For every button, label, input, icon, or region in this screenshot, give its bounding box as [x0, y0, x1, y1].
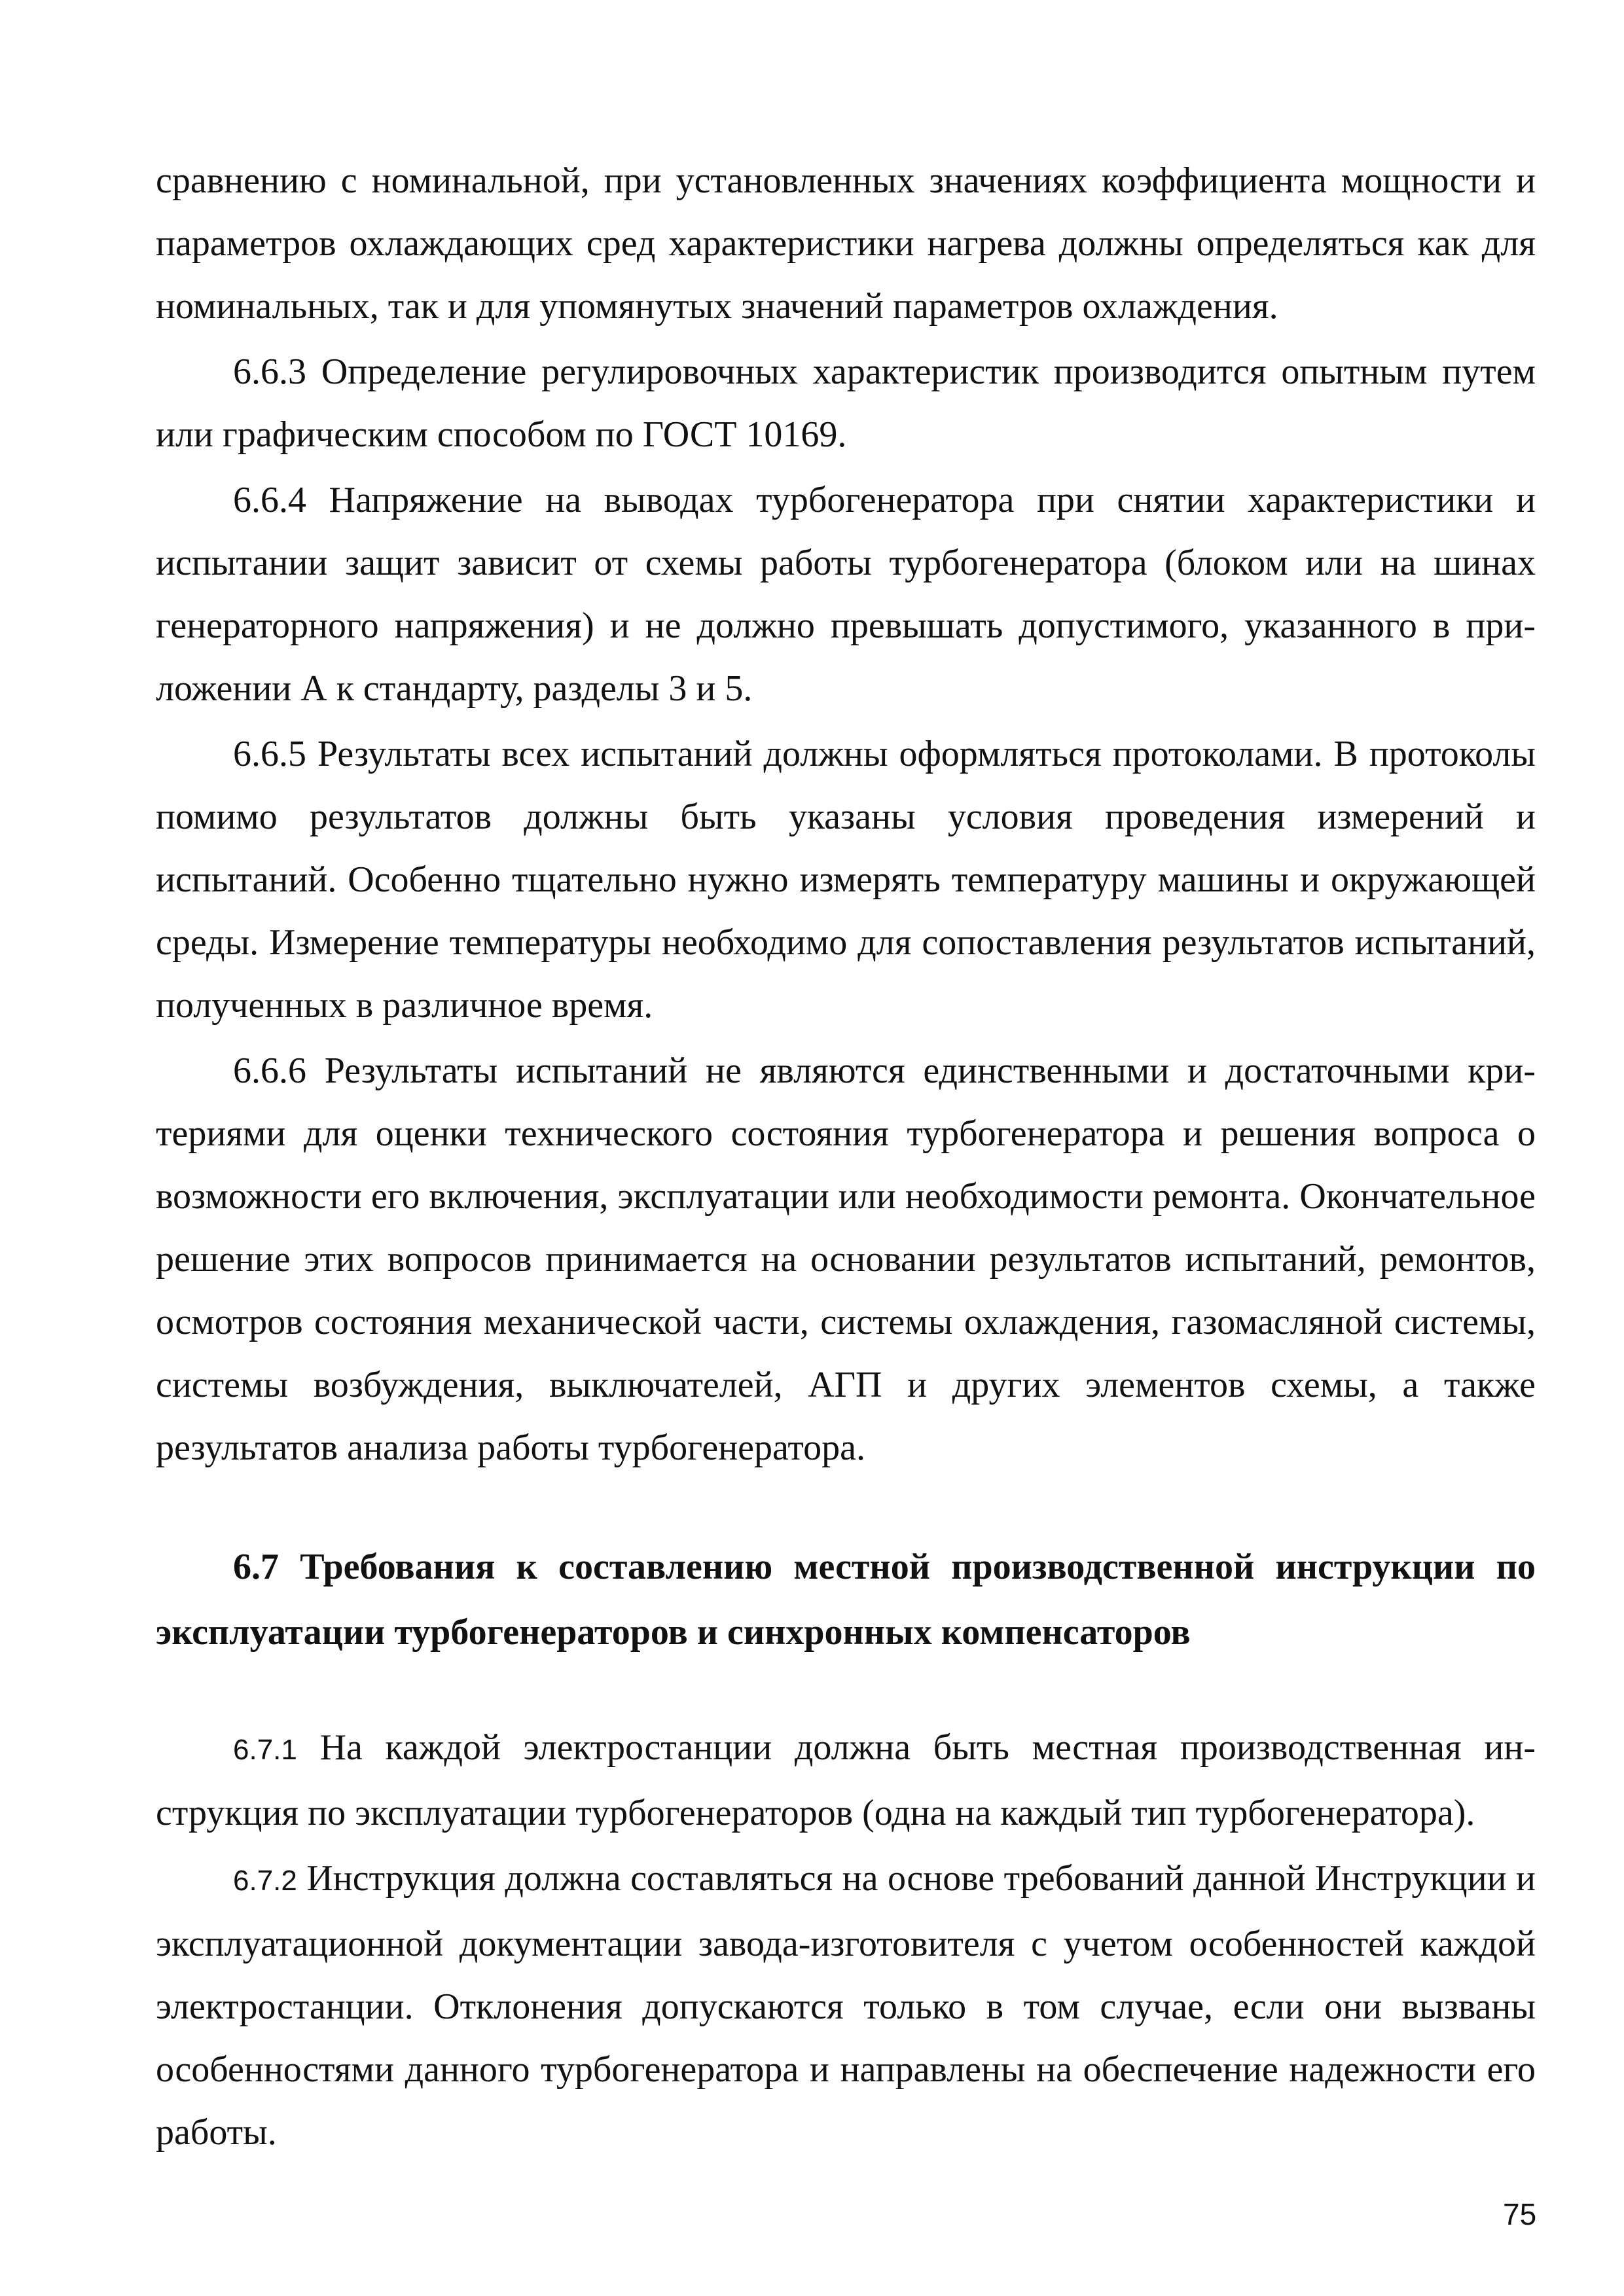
paragraph-number: 6.6.6 [233, 1050, 306, 1091]
paragraph-6-6-3 [156, 340, 1536, 466]
section-heading-6-7: 6.7 Требования к составлению местной производственной инструкции по эксплуатации турбогенераторов и синхронных компенсаторов [156, 1547, 1536, 1653]
paragraph-number: 6.6.4 [233, 480, 306, 520]
paragraph-text: На каждой электростанции должна быть местная производственная инструкция по эксплуатации турбогенераторов (одна на каждый тип турбогенератора). [156, 1727, 1536, 1833]
page-body [156, 149, 1536, 2164]
paragraph-6-6-4 [156, 469, 1536, 720]
paragraph-6-6-5 [156, 723, 1536, 1037]
paragraph-6-6-6 [156, 1039, 1536, 1479]
page-number: 75 [1503, 2197, 1537, 2231]
paragraph-text: Результаты испытаний не являются единственными и достаточными критериями для оценки технического состояния турбогенератора и решения вопроса о возможности его включения, эксплуатации или необходимости ремонта. Окончательное решение этих вопросов принимается на основании результатов испытаний, ремонтов, осмотров состояния механической части, системы охлаждения, газомасляной системы, системы возбуждения, выключателей, АГП и других элементов схемы, а также результатов анализа работы турбогенератора. [156, 1050, 1536, 1468]
paragraph-text: Напряжение на выводах турбогенератора при снятии характеристики и испытании защит зависит от схемы работы турбогенератора (блоком или на шинах генераторного напряжения) и не должно превышать допустимого, указанного в приложении А к стандарту, разделы 3 и 5. [156, 480, 1536, 709]
paragraph-6-7-1 [156, 1716, 1536, 1844]
paragraph-number: 6.6.5 [233, 734, 306, 774]
intro-paragraph: сравнению с номинальной, при установленных значениях коэффициента мощности и параметров охлаждающих сред характеристики нагрева должны определяться как для номинальных, так и для упомянутых значений параметров охлаждения. [156, 160, 1536, 327]
paragraph-text: Инструкция должна составляться на основе требований данной Инструкции и эксплуатационной документации завода-изготовителя с учетом особенностей каждой электростанции. Отклонения допускаются только в том случае, если они вызваны особенностями данного турбогенератора и направлены на обеспечение надежности его работы. [156, 1858, 1536, 2153]
paragraph-number: 6.6.3 [233, 351, 306, 392]
paragraph-number: 6.7.1 [233, 1734, 297, 1766]
paragraph-6-7-2 [156, 1847, 1536, 2164]
paragraph-number: 6.7.2 [233, 1865, 297, 1897]
paragraph-text: Результаты всех испытаний должны оформляться протоколами. В протоколы помимо результатов должны быть указаны условия проведения измерений и испытаний. Особенно тщательно нужно измерять температуру машины и окружающей среды. Измерение температуры необходимо для сопоставления результатов испытаний, полученных в различное время. [156, 734, 1536, 1026]
paragraph-text: Определение регулировочных характеристик производится опытным путем или графическим способом по ГОСТ 10169. [156, 351, 1536, 455]
